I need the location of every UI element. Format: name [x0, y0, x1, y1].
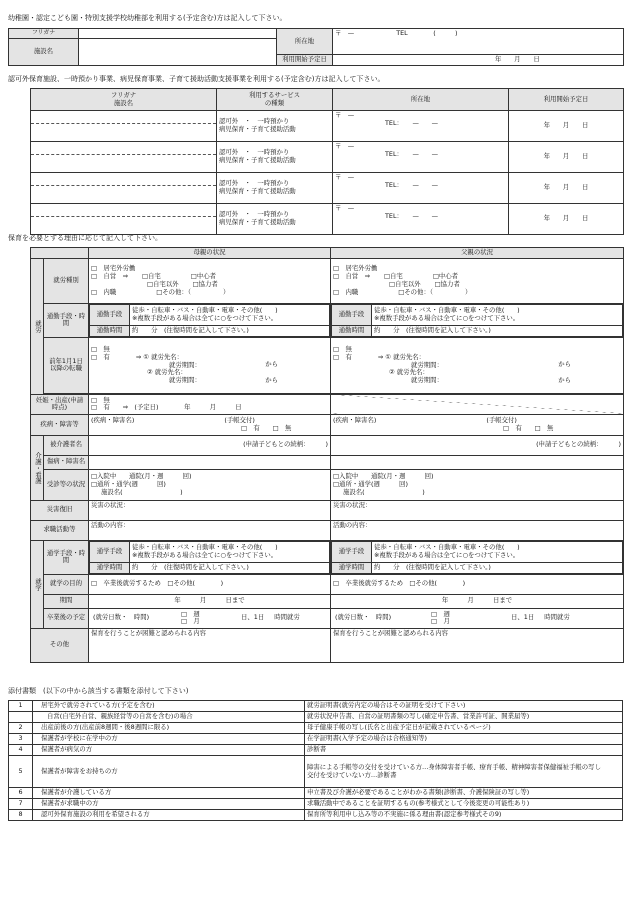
attachment-no: 2	[9, 723, 33, 734]
father-tenshoku: □ 無 □ 有 ⇒ ① 就労先名： 就労期間： から ② 就労先名： 就労期間： から	[331, 337, 624, 393]
address-field[interactable]	[333, 29, 624, 55]
ninshin-label: 妊娠・出産(申請時点)	[31, 394, 89, 414]
attachment-row	[9, 712, 623, 723]
kyushoku-label: 求職活動等	[31, 520, 89, 540]
col-address: 所在地	[333, 89, 509, 111]
attachment-condition: 保護者が学校に在学中の方	[33, 734, 305, 745]
attachment-document: 診断書	[305, 745, 623, 756]
attachment-no: 6	[9, 788, 33, 799]
facility-field[interactable]	[31, 124, 216, 141]
attachment-row	[9, 723, 623, 734]
facility-name-field[interactable]	[79, 39, 277, 66]
tel-text: TEL ( )	[396, 29, 458, 37]
start-date-label: 利用開始予定日	[277, 55, 333, 66]
father-shubetsu: □ 居宅外労働 □ 自営 ⇒ □自宅 □中心者 □自宅以外 □協力者 □ 内職 □その他：（ ）	[331, 258, 624, 303]
service-row: 認可外 ・ 一時預かり 病児保育・子育て援助活動 〒 — TEL： — — 年 月 日	[31, 142, 624, 173]
section4-title: 添付書類 (以下の中から該当する書類を添付して下さい)	[8, 687, 189, 695]
attachment-no: 1	[9, 701, 33, 712]
attachment-document: 求職活動中であることを証明するもの(参考様式として今後変更の可能性あり)	[305, 799, 623, 810]
mother-tenshoku: □ 無 □ 有 ⇒ ① 就労先名： 就労期間： から ② 就労先名： 就労期間： から	[89, 337, 331, 393]
service-row: 認可外 ・ 一時預かり 病児保育・子育て援助活動 〒 — TEL： — — 年 月 日	[31, 173, 624, 204]
kindergarten-table	[8, 28, 624, 66]
shuro-shubetsu-label: 就労種別	[44, 258, 89, 303]
attachment-no: 5	[9, 756, 33, 788]
reason-table: 母親の状況 父親の状況 就労 就労種別 □ 居宅外労働 □ 自営 ⇒ □自宅 □中心者 □自宅以外 □協力者 □ 内職 □その他：（ ） □ 居宅外労働 □ 自営 ⇒ □自宅 □中心者 □自宅以外 □協力者 □ 内職 □その他：（ ） 通勤手段・時間 通勤手段 徒歩・自転車・バス・自動車・電車・その他( ) ※複数手段がある場合は全てに○をつけて下さい。 通勤時間 約 分 (往復時間を記入して下さい。) 通勤手段 徒歩・自転車・バス・自動車・電車・その他( ) ※複数手段がある場合は全てに○をつけて下さい。 通勤時間 約 分 (往復時間を記入して下さい。) 前年1月1日以降の転職 □ 無 □ 有 ⇒ ① 就労先名： 就労期間： から ② 就労先名： 就労期間： から □ 無 □ 有 ⇒ ① 就労先名： 就労期間： から ② 就労先名： 就労期間： から 妊娠・出産(申請時点) □ 無 □ 有 ⇒ (予定日) 年 月 日 疾病・障害等 (疾病・障害名) (手帳交付) □ 有 □ 無 (疾病・障害名) (手帳交付) □ 有 □ 無 介護・看護 被介護者名 (申請子どもとの続柄： ) (申請子どもとの続柄： ) 傷病・障害名 受診等の状況 □入院中 通院(月・週 回) □通所・通学(週 回) 施設名( ) □入院中 通院(月・週 回) □通所・通学(週 回) 施設名( ) 災害復旧 災害の状況： 災害の状況： 求職活動等 活動の内容： 活動の内容： 就学 通学手段・時間 通学手段 徒歩・自転車・バス・自動車・電車・その他( ) ※複数手段がある場合は全てに○をつけて下さい。 通学時間 約 分 (往復時間を記入して下さい。) 通学手段 徒歩・自転車・バス・自動車・電車・その他( ) ※複数手段がある場合は全てに○をつけて下さい。 通学時間 約 分 (往復時間を記入して下さい。) 就学の目的 □ 卒業後就労するため □その他( ) □ 卒業後就労するため □その他( ) 期間 年 月 日まで 年 月 日まで 卒業後の予定 (就労日数・ 時間) □ 週 □ 月 日、1日 時間就労 (就労日数・ 時間) □ 週 □ 月 日、1日 時間就労 その他 保育を行うことが困難と認められる内容 保育を行うことが困難と認められる内容	[30, 247, 624, 663]
attachments-table	[8, 700, 623, 821]
postal-text: 〒 —	[335, 29, 355, 37]
tsukin-label: 通勤手段・時間	[44, 303, 89, 337]
col-facility: フリガナ 施設名	[31, 89, 217, 111]
sonota-label: その他	[31, 628, 89, 662]
service-row: 認可外 ・ 一時預かり 病児保育・子育て援助活動 〒 — TEL： — — 年 月 日	[31, 204, 624, 235]
attachment-no: 3	[9, 734, 33, 745]
attachment-condition: 居宅外で就労されている方(予定を含む)	[33, 701, 305, 712]
furigana-field[interactable]	[79, 29, 277, 39]
attachment-document: 就労状況申告書、自営の証明書類の写し(確定申告書、営業許可証、開業届等)	[305, 712, 623, 723]
attachment-row	[9, 810, 623, 821]
attachment-condition: 認可外保育施設の利用を希望される方	[33, 810, 305, 821]
furigana-field[interactable]	[31, 173, 216, 186]
attachment-condition: 保護者が障害をお持ちの方	[33, 756, 305, 788]
father-ninshin-na	[331, 394, 624, 414]
attachment-document: 母子健康手帳の写し(氏名と出産予定日が記載されているページ)	[305, 723, 623, 734]
attachment-no: 7	[9, 799, 33, 810]
attachment-document: 申立書及び介護が必要であることがわかる書類(診断書、介護保険証の写し等)	[305, 788, 623, 799]
facility-name-label: 施設名	[9, 39, 79, 66]
service-row: 認可外 ・ 一時預かり 病児保育・子育て援助活動 〒 — TEL： — — 年 月 日	[31, 111, 624, 142]
attachment-document: 在学証明書(入学予定の場合は合格通知等)	[305, 734, 623, 745]
attachment-no	[9, 712, 33, 723]
attachment-row	[9, 799, 623, 810]
service-table	[30, 88, 624, 235]
attachment-document: 保育所等利用申し込み等の不実施に係る理由書(認定参考様式その9)	[305, 810, 623, 821]
mother-shubetsu: □ 居宅外労働 □ 自営 ⇒ □自宅 □中心者 □自宅以外 □協力者 □ 内職 □その他：（ ）	[89, 258, 331, 303]
shippei-label: 疾病・障害等	[31, 414, 89, 435]
furigana-label: フリガナ	[9, 29, 79, 39]
facility-field[interactable]	[31, 155, 216, 172]
facility-field[interactable]	[31, 217, 216, 234]
facility-field[interactable]	[31, 186, 216, 203]
furigana-field[interactable]	[31, 111, 216, 124]
attachment-no: 4	[9, 745, 33, 756]
col-start: 利用開始予定日	[509, 89, 624, 111]
attachment-document: 就労証明書(就労内定の場合はその証明を受けて下さい)	[305, 701, 623, 712]
attachment-condition: 保護者が求職中の方	[33, 799, 305, 810]
attachment-row	[9, 756, 623, 788]
col-service: 利用するサービス の種類	[217, 89, 333, 111]
attachment-row	[9, 788, 623, 799]
attachment-condition: 保護者が介護している方	[33, 788, 305, 799]
shugaku-label: 就学	[31, 540, 44, 628]
father-header: 父親の状況	[331, 248, 624, 259]
section1-title: 幼稚園・認定こども園・特別支援学校幼稚部を利用する(予定含む)方は記入して下さい。	[8, 14, 287, 22]
furigana-field[interactable]	[31, 204, 216, 217]
saigai-label: 災害復旧	[31, 500, 89, 520]
furigana-field[interactable]	[31, 142, 216, 155]
attachment-row	[9, 734, 623, 745]
attachment-condition: 自営(自宅外自営、親族経営等の自営を含む)の場合	[33, 712, 305, 723]
attachment-condition: 出産前後の方(出産前8週間・後8週間に限る)	[33, 723, 305, 734]
kaigo-label: 介護・看護	[31, 435, 44, 500]
attachment-row	[9, 701, 623, 712]
section3-title: 保育を必要とする理由に応じて記入して下さい。	[8, 234, 162, 242]
attachment-document: 障害による手帳等の交付を受けている方…身体障害者手帳、療育手帳、精神障害者保健福祉手帳の写し 交付を受けていない方…診断書	[305, 756, 623, 788]
shuro-label: 就労	[31, 258, 44, 394]
address-label: 所在地	[277, 29, 333, 55]
attachment-row	[9, 745, 623, 756]
tenshoku-label: 前年1月1日以降の転職	[44, 337, 89, 393]
mother-header: 母親の状況	[89, 248, 331, 259]
section2-title: 認可外保育施設、一時預かり事業、病児保育事業、子育て援助活動支援事業を利用する(予定含む)方は記入して下さい。	[8, 75, 385, 83]
start-date-field[interactable]: 年 月 日	[333, 55, 624, 66]
attachment-condition: 保護者が病気の方	[33, 745, 305, 756]
attachment-no: 8	[9, 810, 33, 821]
